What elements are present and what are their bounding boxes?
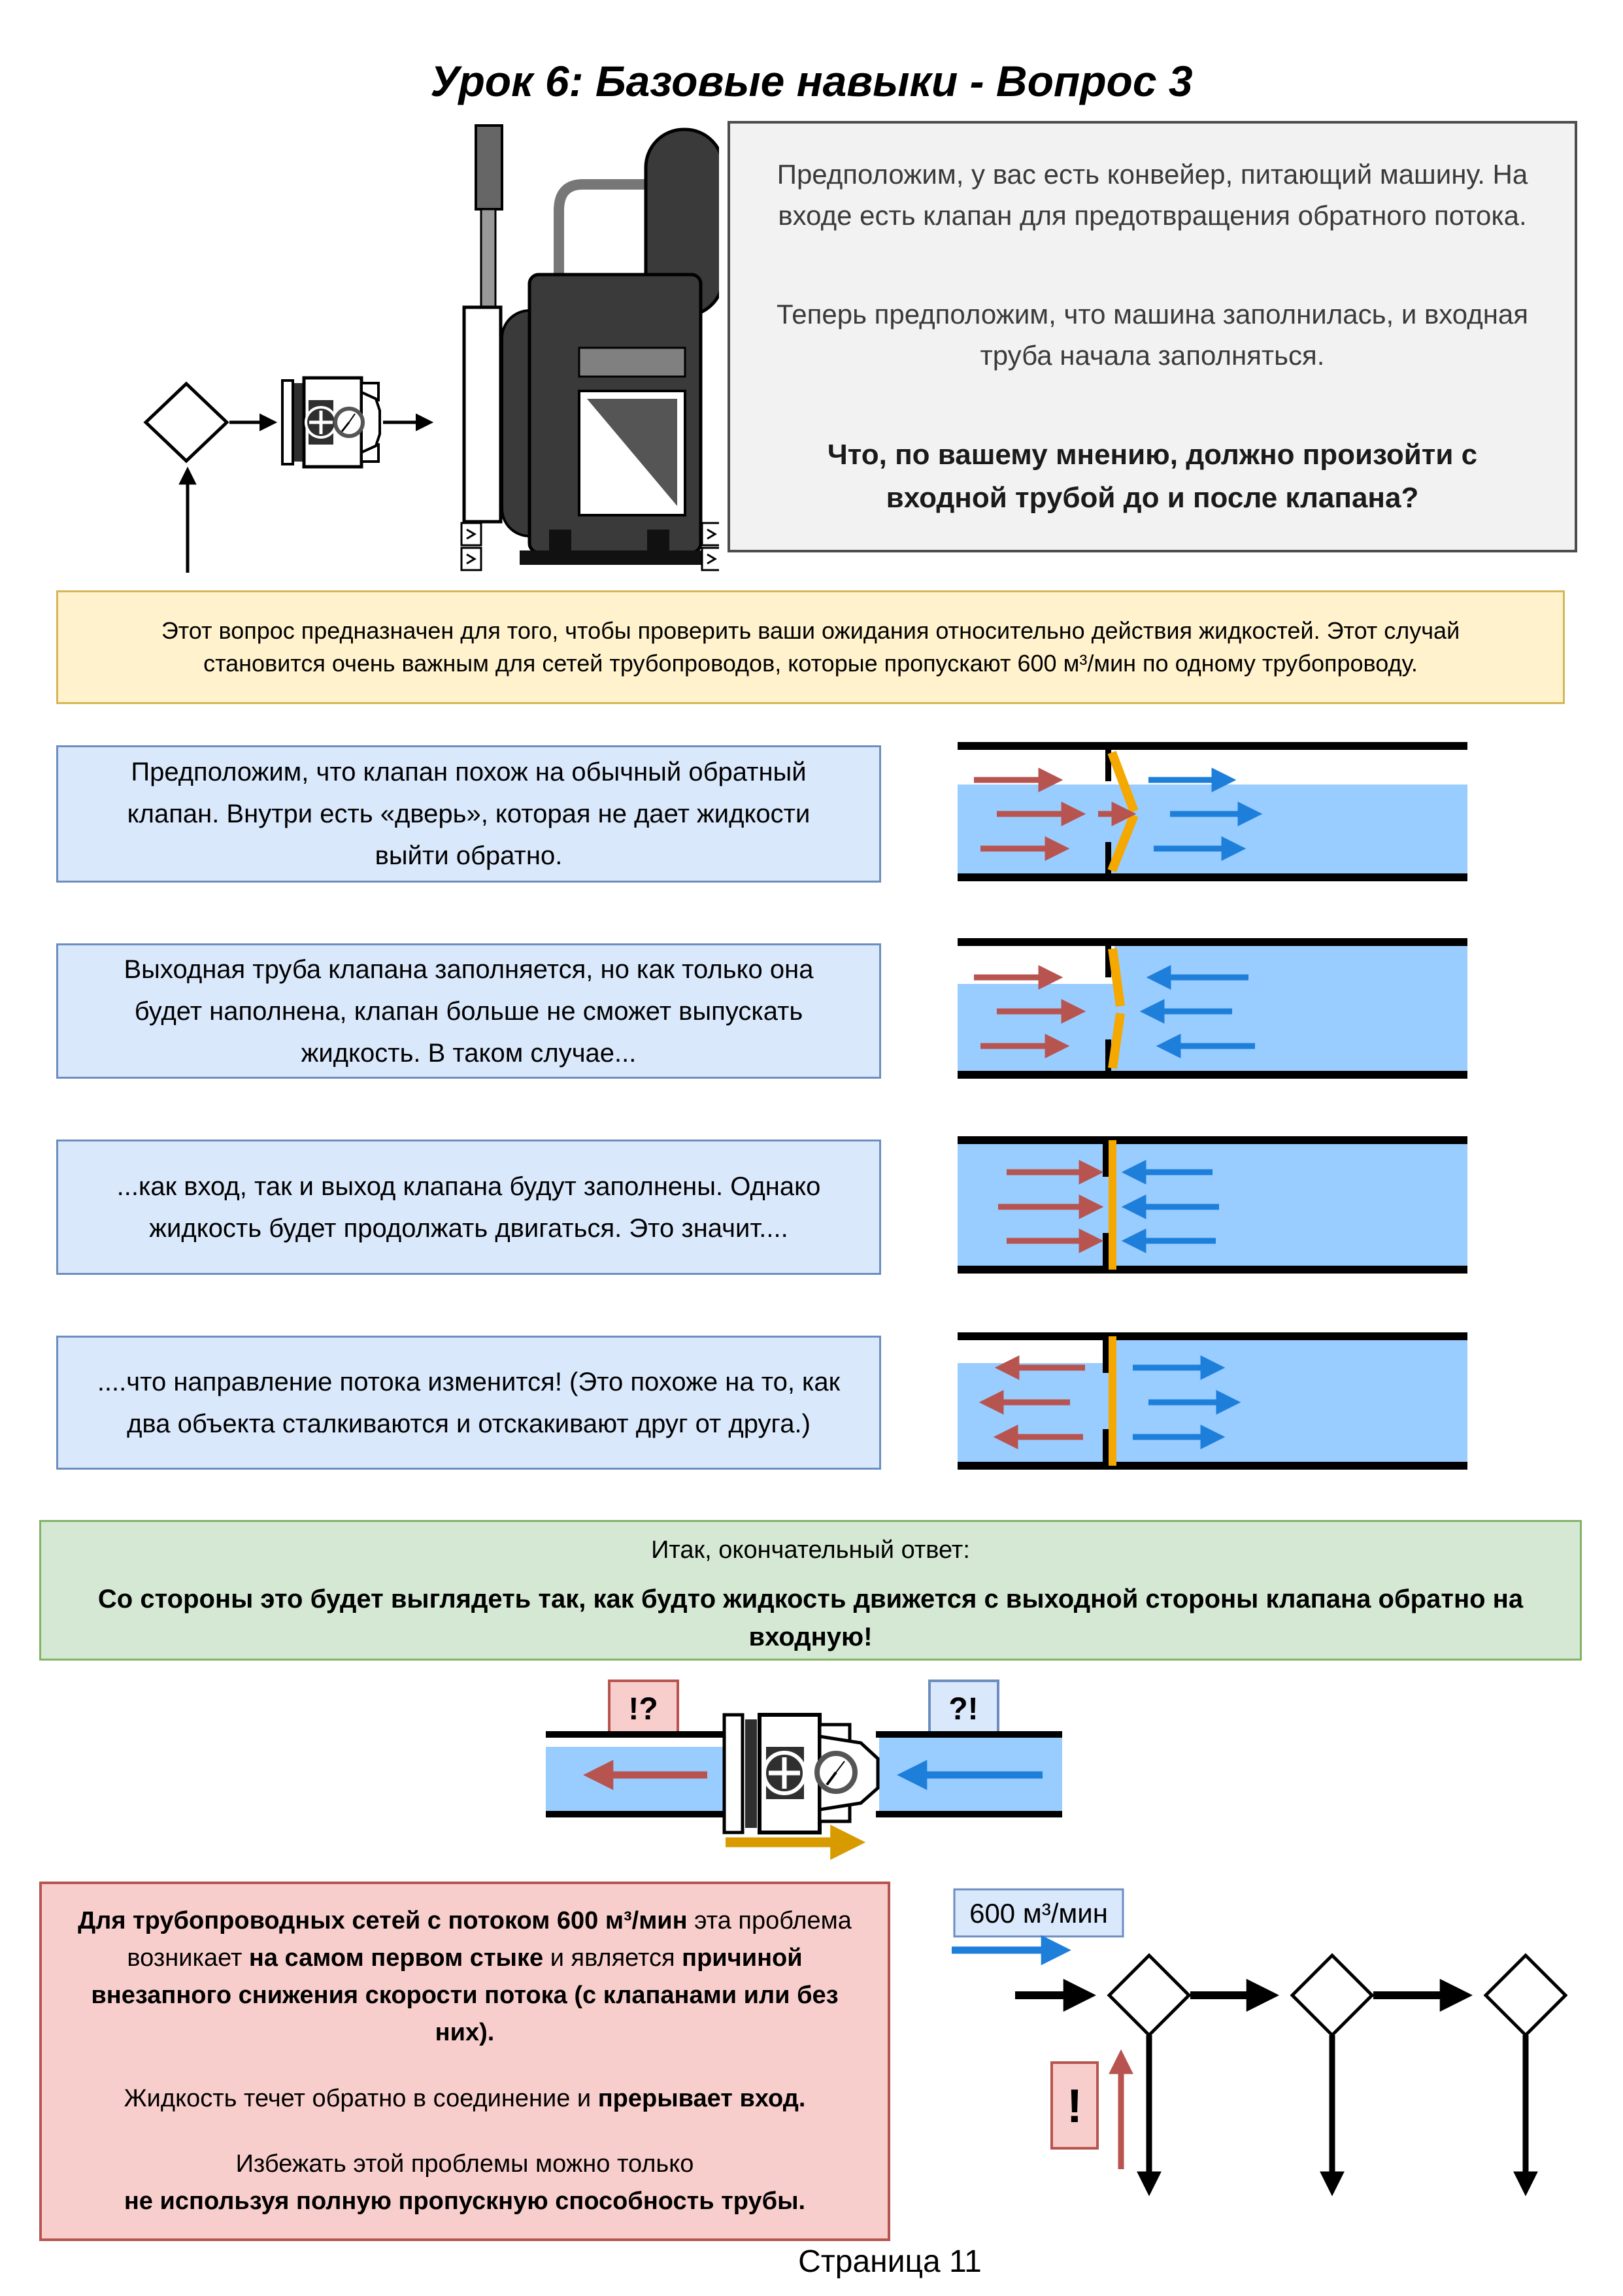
pipe-diagram-1-valve-open: [958, 742, 1467, 881]
input-tag-label: !?: [628, 1692, 658, 1727]
step-4-text: ....что направление потока изменится! (Это похоже на то, как два объекта сталкиваются и отскакивают друг от друга.): [97, 1367, 841, 1438]
fluid-left: [958, 984, 1114, 1071]
pipe-diagram-4-flow-reversed: [958, 1332, 1467, 1470]
pipe-junction-icon: [1486, 1955, 1565, 2035]
page-title: Урок 6: Базовые навыки - Вопрос 3: [430, 57, 1193, 106]
valve-stub-top: [1103, 1340, 1109, 1373]
pipe-wall-bottom: [958, 1071, 1467, 1079]
step-box-3: [56, 1140, 881, 1275]
pipe-diagram-2-valve-closing: [958, 938, 1467, 1079]
valve-icon: [724, 1715, 878, 1832]
warning-paragraph-1: [67, 1902, 863, 2051]
warning-paragraph-2: [67, 2080, 863, 2118]
step-3-text: ...как вход, так и выход клапана будут заполнены. Однако жидкость будет продолжать двигаться. Это значит....: [116, 1172, 821, 1243]
step-box-4: [56, 1336, 881, 1470]
question-box: [728, 121, 1577, 552]
pipe-wall-bottom: [958, 873, 1467, 881]
note-text: Этот вопрос предназначен для того, чтобы проверить ваши ожидания относительно действия жидкостей. Этот случай становится очень важным для сетей трубопроводов, которые пропускают 600 м³/мин по одному трубопроводу.: [161, 616, 1460, 677]
page-number: Страница 11: [798, 2244, 982, 2279]
answer-intro: Итак, окончательный ответ:: [651, 1536, 970, 1564]
answer-box: [39, 1520, 1582, 1661]
pipe-wall-top: [958, 1136, 1467, 1144]
pipe-wall-top: [958, 742, 1467, 750]
question-paragraph-1: Предположим, у вас есть конвейер, питающий машину. На входе есть клапан для предотвращения обратного потока.: [777, 159, 1528, 231]
warning-p2-text-1: Жидкость течет обратно в соединение и: [124, 2084, 598, 2112]
step-1-text: Предположим, что клапан похож на обычный обратный клапан. Внутри есть «дверь», которая не дает жидкости выйти обратно.: [127, 758, 811, 870]
warning-p1-bold-2: на самом первом стыке: [248, 1944, 544, 1972]
step-box-1: [56, 745, 881, 883]
note-box: [56, 590, 1565, 704]
pipe-wall: [876, 1811, 1062, 1817]
output-tag-label: ?!: [948, 1692, 979, 1727]
machine-icon: [461, 126, 719, 570]
fluid-left: [958, 1363, 1114, 1462]
pipe-junction-icon: [146, 384, 227, 461]
warning-paragraph-3: [67, 2146, 863, 2220]
valve-stub-bottom: [1103, 1429, 1109, 1462]
warning-p1-bold-1: Для трубопроводных сетей с потоком 600 м³/мин: [78, 1907, 688, 1934]
question-paragraph-final: Что, по вашему мнению, должно произойти с входной трубой до и после клапана?: [827, 439, 1478, 514]
warning-p3-text-1: Избежать этой проблемы можно только: [235, 2150, 694, 2178]
valve-stub-bottom: [1103, 1233, 1109, 1266]
warning-p1-text-1: эта проблема возникает: [127, 1907, 852, 1972]
valve-door-closed: [1109, 1336, 1116, 1466]
warning-p1-text-2: и является: [543, 1944, 682, 1972]
pipe-wall: [546, 1731, 726, 1738]
pipe-wall-top: [958, 1332, 1467, 1340]
pipe-wall-bottom: [958, 1266, 1467, 1274]
step-box-2: [56, 943, 881, 1079]
flow-rate-label: 600 м³/мин: [969, 1898, 1108, 1929]
fluid: [958, 785, 1467, 873]
pipe-wall-bottom: [958, 1462, 1467, 1470]
valve-icon: [282, 378, 380, 467]
valve-door-closed: [1109, 1140, 1116, 1270]
feed-scene-illustration: [98, 111, 719, 582]
pipe-diagram-3-both-full: [958, 1136, 1467, 1274]
warning-p2-bold-1: прерывает вход.: [597, 2084, 806, 2112]
pipe-junction-icon: [1292, 1955, 1372, 2035]
valve-stub-top: [1103, 1144, 1109, 1177]
pipe-junction-icon: [1109, 1955, 1189, 2035]
warning-p3-bold-1: не используя полную пропускную способность трубы.: [124, 2187, 806, 2215]
question-paragraph-2: Теперь предположим, что машина заполнилась, и входная труба начала заполняться.: [776, 299, 1529, 371]
answer-main: Со стороны это будет выглядеть так, как будто жидкость движется с выходной стороны клапана обратно на входную!: [97, 1585, 1524, 1651]
pipe-wall: [546, 1811, 726, 1817]
alert-label: !: [1067, 2080, 1082, 2133]
pipe-wall-top: [958, 938, 1467, 946]
pipe-wall: [876, 1731, 1062, 1738]
warning-p1-bold-3: причиной внезапного снижения скорости потока (с клапанами или без них).: [91, 1944, 839, 2046]
junction-scene-illustration: [915, 1863, 1621, 2229]
fluid-left: [546, 1747, 726, 1811]
warning-box: [39, 1882, 890, 2241]
step-2-text: Выходная труба клапана заполняется, но как только она будет наполнена, клапан больше не сможет выпускать жидкость. В таком случае...: [124, 954, 814, 1068]
